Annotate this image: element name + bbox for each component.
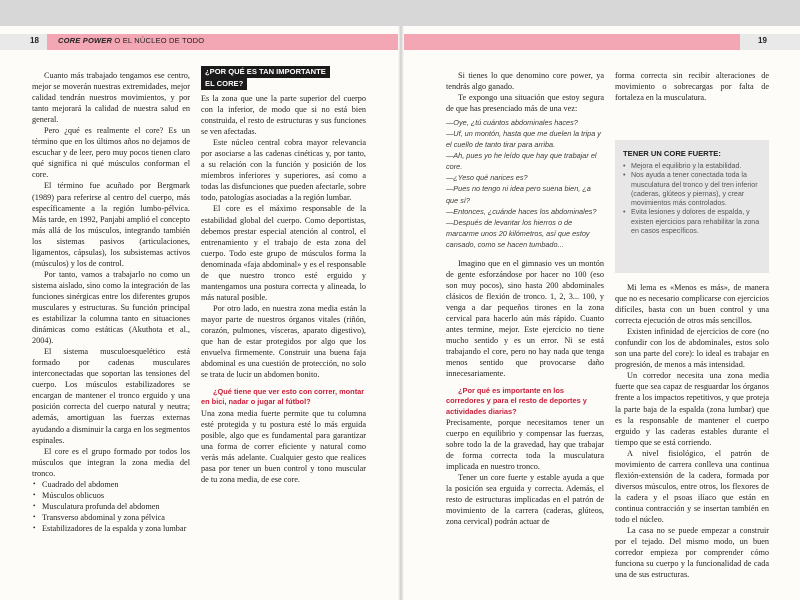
box-list-item: • Evita lesiones y dolores de espalda, y existen ejercicios para rehabilitar la zona en casos específicos. [623, 208, 761, 236]
dialog-block [446, 117, 604, 250]
running-head-rest: O EL NÚCLEO DE TODO [112, 36, 205, 45]
muscle-list [32, 479, 190, 534]
book-gutter [398, 26, 404, 600]
dialog-line: —¿Yeso qué narices es? [446, 173, 528, 183]
list-item: • Cuadrado del abdomen [32, 479, 190, 490]
book-spread [0, 26, 800, 600]
list-item: • Estabilizadores de la espalda y zona lumbar [32, 523, 190, 534]
paragraph: Una zona media fuerte permite que tu columna esté protegida y tu postura esté lo más erguida posible, algo que es fundamental para garantizar una forma de correr eficiente y natural como verás más adelante. Cualquier gesto que realices pasa por tener un buen control y tono muscular de tu zona media, de ese core. [201, 408, 366, 484]
paragraph: Es la zona que une la parte superior del cuerpo con la inferior, de modo que si no está bien construida, el resto de estructuras y sus funciones se ven afectadas. [201, 94, 366, 137]
box-title: TENER UN CORE FUERTE: [623, 149, 721, 158]
box-list-item: • Nos ayuda a tener conectada toda la musculatura del tronco y del tren inferior (caderas, glúteos y piernas), y crear movimientos más controlados. [623, 171, 761, 208]
paragraph: Existen infinidad de ejercicios de core (no confundir con los de abdominales, estos solo son una parte del core): lo ideal es trabajar en progresión, de menos a más intensidad. [615, 327, 769, 370]
paragraph: Si tienes lo que denomino core power, ya tendrás algo ganado. [446, 71, 604, 92]
section-heading [201, 66, 366, 90]
box-list [623, 162, 761, 236]
paragraph: Tener un core fuerte y estable ayuda a que la posición sea erguida y correcta. Además, el resto de estructuras implicadas en el patrón de movimiento de la carrera (caderas, glúteos, zona cervical) podrán actuar de [446, 473, 604, 527]
column-4-bottom [615, 282, 769, 580]
column-1 [32, 70, 190, 534]
dialog-line: —Después de levantar los hierros o de marcarme unos 20 kilómetros, así que estoy cansado, como se hacen tumbado... [446, 217, 590, 249]
list-item: • Musculatura profunda del abdomen [32, 501, 190, 512]
paragraph: Un corredor necesita una zona media fuerte que sea capaz de resguardar los órganos frente a los impactos repetitivos, y que proteja la parte baja de la espalda (zona lumbar) que es la responsable de mantener el cuerpo erguido y las caderas estables durante el tiempo que se está corriendo. [615, 371, 769, 447]
column-4-top [615, 70, 769, 103]
paragraph: Este núcleo central cobra mayor relevancia por asociarse a las cadenas cinéticas y, por tanto, a su relación con la función y posición de los miembros inferiores y superiores, así como a todas las disfunciones que pueden afectarle, sobre todo, patologías asociadas a la región lumbar. [201, 138, 366, 203]
right-page-number: 19 [758, 36, 767, 45]
paragraph: Mi lema es «Menos es más», de manera que no es necesario complicarse con ejercicios difíciles, basta con un buen control y una correcta ejecución de otros más sencillos. [615, 283, 769, 326]
section-heading-line: ¿POR QUÉ ES TAN IMPORTANTE [201, 66, 330, 78]
subheading: ¿Por qué es importante en los corredores y para el resto de deportes y actividades diarias? [446, 386, 587, 416]
list-item: • Transverso abdominal y zona pélvica [32, 512, 190, 523]
paragraph: Pero ¿qué es realmente el core? Es un término que en los últimos años no dejamos de escuchar y de leer, pero muy pocos tienen claro qué significa ni qué músculos conforman el core. [32, 126, 190, 180]
paragraph: Por otro lado, en nuestra zona media están la mayor parte de nuestros órganos vitales (riñón, corazón, pulmones, vísceras, aparato digestivo), que han de estar protegidos por algo que los envuelva firmemente. Construir una buena faja abdominal es una cuestión de protección, no solo se trata de lucir un abdomen bonito. [201, 303, 366, 380]
paragraph: El core es el máximo responsable de la estabilidad global del cuerpo. Como deportistas, debemos prestar especial atención al control, el entrenamiento y el trabajo de esta zona del cuerpo. Todo este grupo de músculos forma la denominada «faja abdominal» y es el responsable de que nuestro tronco esté erguido y mantengamos una postura correcta y alineada, lo más natural posible. [201, 204, 366, 302]
dialog-line: —Uf, un montón, hasta que me duelen la tripa y el cuello de tanto tirar para arriba. [446, 129, 601, 150]
dialog-line: —Ah, pues yo he leído que hay que trabajar el core. [446, 151, 597, 172]
paragraph: Imagino que en el gimnasio ves un montón de gente esforzándose por hacer no 100 (eso son muy pocos), sino hasta 200 abdominales clásicos de flexión de tronco. 1, 2, 3... 100, y venga a dar pequeños tirones en la zona cervical para hacerlo aún más rápido. Cuanto antes termine, mejor. Este ejercicio no tiene mucho sentido y es un error. Ni se está trabajando el core, pero no hay nada que tenga menos sentido que provocarse daño innecesariamente. [446, 258, 604, 379]
box-list-item: • Mejora el equilibrio y la estabilidad. [623, 162, 761, 171]
right-header-band [404, 34, 800, 50]
running-head [58, 36, 204, 45]
paragraph: forma correcta sin recibir alteraciones de movimiento o sobrecargas por falta de fortaleza en la musculatura. [615, 71, 769, 103]
left-page-number: 18 [30, 36, 39, 45]
section-heading-line: EL CORE? [201, 78, 247, 90]
paragraph: A nivel fisiológico, el patrón de movimiento de carrera conlleva una continua flexión-extensión de la cadera, formada por diversos músculos, entre otros, los flexores de la cadera y el psoas ilíaco que están en continua contracción y se insertan también en todo el núcleo. [615, 448, 769, 524]
column-3 [446, 70, 604, 527]
dialog-line: —Pues no tengo ni idea pero suena bien, ¿a que sí? [446, 184, 591, 205]
list-item: • Músculos oblicuos [32, 490, 190, 501]
paragraph: Precisamente, porque necesitamos tener un cuerpo en equilibrio y compensar las fuerzas, sobre todo la de la gravedad, hay que trabajar de forma correcta toda la musculatura implicada en nuestro tronco. [446, 417, 604, 472]
paragraph: El sistema musculoesquelético está formado por cadenas musculares interconectadas que soportan las tensiones del cuerpo. Los músculos estabilizadores se encargan de mantener el tronco erguido y una posición correcta del cuerpo natural y neutra; además, amortiguan las fuerzas externas ayudando a disminuir la carga en los segmentos espinales. [32, 347, 190, 445]
core-benefits-box [615, 140, 769, 273]
paragraph: La casa no se puede empezar a construir por el tejado. Del mismo modo, un buen corredor empieza por comprender cómo funciona su cuerpo y la funcionalidad de cada una de sus estructuras. [615, 526, 769, 580]
paragraph: El core es el grupo formado por todos los músculos que integran la zona media del tronco. [32, 446, 190, 478]
running-head-italic: CORE POWER [58, 36, 113, 45]
column-2 [201, 66, 366, 485]
paragraph: Por tanto, vamos a trabajarlo no como un sistema aislado, sino como la integración de las funciones sinérgicas entre los diferentes grupos musculares y estructuras. Su función principal es estabilizar la columna tanto en situaciones dinámicas como estáticas (Akuthota et al., 2004). [32, 269, 190, 346]
dialog-line: —Oye, ¿tú cuántos abdominales haces? [446, 118, 578, 128]
paragraph: Cuanto más trabajado tengamos ese centro, mejor se moverán nuestras extremidades, mejor calidad tendrán nuestros movimientos, y por tanto mejorará la calidad de nuestra salud en general. [32, 71, 190, 125]
dialog-line: —Entonces, ¿cuánde haces los abdominales? [446, 206, 597, 216]
paragraph: Te expongo una situación que estoy segura de que has presenciado más de una vez: [446, 93, 604, 114]
paragraph: El término fue acuñado por Bergmark (1989) para referirse al centro del cuerpo, más específicamente a la región lumbo-pélvica. Más tarde, en 1992, Panjabi amplió el concepto más allá de los músculos, integrando también los sistemas pasivos (articulaciones, ligamentos, cápsulas), los subsistemas activos (músculos) y los de control. [32, 181, 190, 268]
subheading: ¿Qué tiene que ver esto con correr, montar en bici, nadar o jugar al fútbol? [201, 387, 365, 407]
